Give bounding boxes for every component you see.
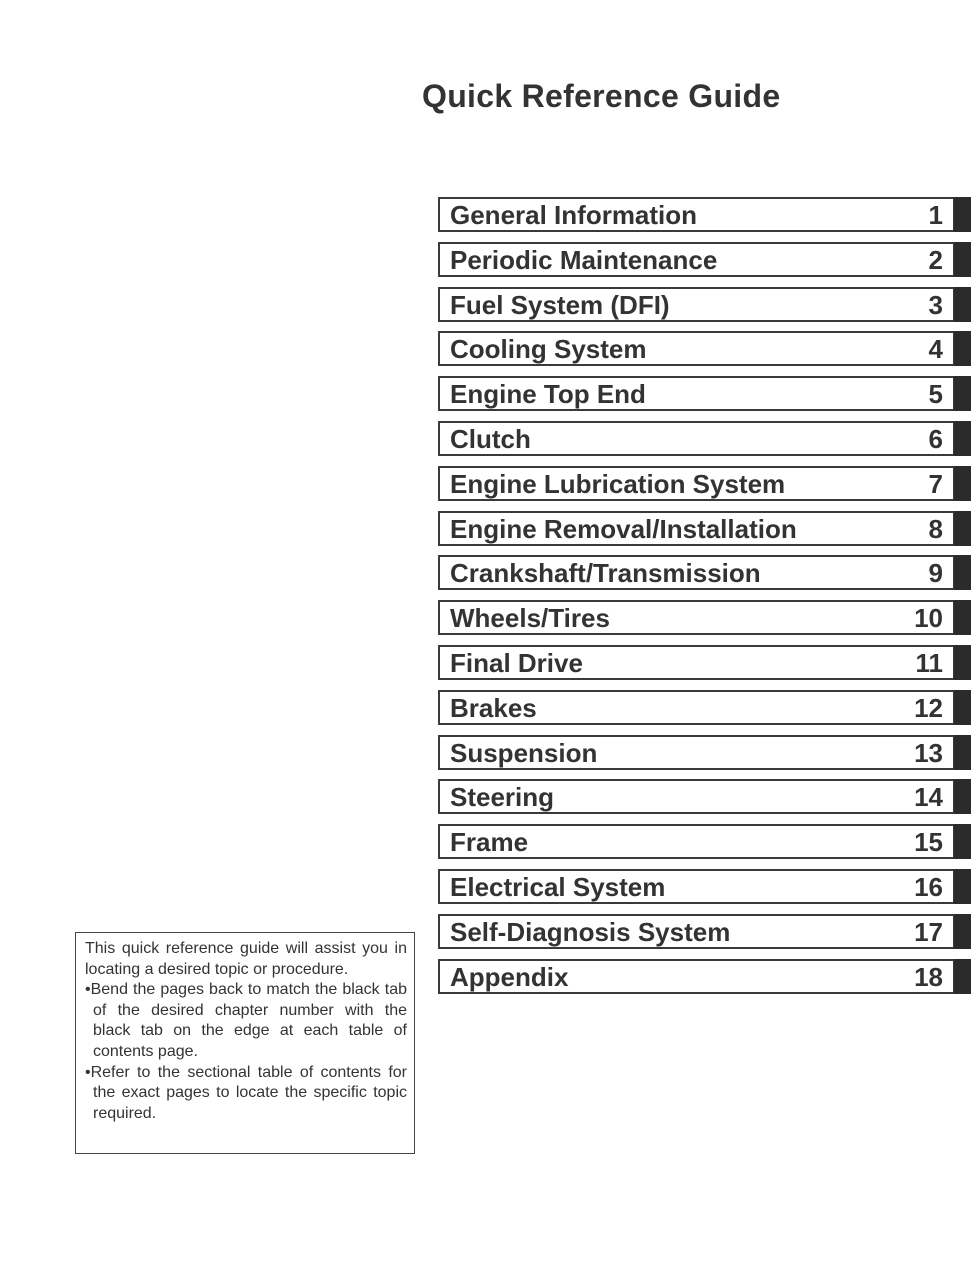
chapter-name: Periodic Maintenance xyxy=(450,244,718,275)
chapter-row[interactable] xyxy=(438,959,971,994)
chapter-tab xyxy=(954,331,971,366)
chapter-box xyxy=(438,779,955,814)
chapter-tab xyxy=(954,287,971,322)
chapter-name: Fuel System (DFI) xyxy=(450,289,670,320)
chapter-name: Final Drive xyxy=(450,648,583,678)
chapter-number: 18 xyxy=(914,961,943,992)
chapter-name: Engine Top End xyxy=(450,379,646,410)
chapter-tab xyxy=(954,645,971,680)
chapter-box xyxy=(438,645,955,680)
chapter-box xyxy=(438,197,955,232)
chapter-number: 14 xyxy=(914,782,943,813)
chapter-number: 4 xyxy=(928,334,943,365)
chapter-name: Wheels/Tires xyxy=(450,603,610,634)
chapter-row[interactable] xyxy=(438,690,971,725)
chapter-row[interactable] xyxy=(438,645,971,680)
chapter-number: 12 xyxy=(914,692,943,723)
chapter-box xyxy=(438,242,955,277)
chapter-name: Steering xyxy=(450,782,555,813)
chapter-number: 15 xyxy=(914,827,943,858)
chapter-row[interactable] xyxy=(438,779,971,814)
chapter-tab xyxy=(954,914,971,949)
chapter-row[interactable] xyxy=(438,824,971,859)
chapter-name: Suspension xyxy=(450,737,598,768)
chapter-row[interactable] xyxy=(438,600,971,635)
chapter-row[interactable] xyxy=(438,466,971,501)
chapter-tab xyxy=(954,197,971,232)
chapter-number: 2 xyxy=(928,244,943,275)
chapter-row[interactable] xyxy=(438,914,971,949)
chapter-tab xyxy=(954,466,971,501)
chapter-box xyxy=(438,600,955,635)
page-title: Quick Reference Guide xyxy=(422,78,781,114)
chapter-row[interactable] xyxy=(438,555,971,590)
chapter-name: Self-Diagnosis System xyxy=(450,916,731,947)
chapter-number: 8 xyxy=(928,513,943,544)
chapter-tab xyxy=(954,600,971,635)
chapter-box xyxy=(438,511,955,546)
chapter-number: 13 xyxy=(914,737,943,768)
chapter-box xyxy=(438,466,955,501)
chapter-number: 17 xyxy=(914,916,943,947)
chapter-row[interactable] xyxy=(438,242,971,277)
chapter-tab xyxy=(954,779,971,814)
chapter-row[interactable] xyxy=(438,376,971,411)
chapter-number: 3 xyxy=(928,289,943,320)
chapter-name: Cooling System xyxy=(450,334,647,365)
note-bullet-bend-pages: •Bend the pages back to match the black tab of the desired chapter number with the black tab on the edge at each table of contents page. xyxy=(85,981,407,1060)
chapter-name: Crankshaft/Transmission xyxy=(450,558,761,589)
chapter-box xyxy=(438,824,955,859)
chapter-row[interactable] xyxy=(438,869,971,904)
chapter-tab xyxy=(954,555,971,590)
chapter-row[interactable] xyxy=(438,421,971,456)
chapter-box xyxy=(438,555,955,590)
chapter-number: 1 xyxy=(928,200,943,230)
chapter-name: Engine Lubrication System xyxy=(450,468,786,499)
chapter-row[interactable] xyxy=(438,331,971,366)
chapter-number: 6 xyxy=(928,424,943,454)
chapter-number: 11 xyxy=(915,648,943,678)
chapter-box xyxy=(438,869,955,904)
chapter-tab xyxy=(954,511,971,546)
chapter-tab xyxy=(954,869,971,904)
chapter-box xyxy=(438,914,955,949)
note-bullet-refer-contents: •Refer to the sectional table of contents for the exact pages to locate the specific topic required. xyxy=(85,1063,407,1122)
chapter-tab xyxy=(954,735,971,770)
chapter-tab xyxy=(954,242,971,277)
chapter-box xyxy=(438,959,955,994)
chapter-box xyxy=(438,690,955,725)
chapter-tab xyxy=(954,376,971,411)
chapter-name: Brakes xyxy=(450,692,537,723)
chapter-row[interactable] xyxy=(438,735,971,770)
chapter-tab xyxy=(954,959,971,994)
chapter-number: 16 xyxy=(914,872,943,902)
note-intro: This quick reference guide will assist you in locating a desired topic or procedure. xyxy=(85,940,407,978)
chapter-box xyxy=(438,376,955,411)
chapter-name: Electrical System xyxy=(450,872,666,902)
chapter-box xyxy=(438,735,955,770)
chapter-name: General Information xyxy=(450,200,698,230)
chapter-name: Frame xyxy=(450,827,529,858)
chapter-name: Appendix xyxy=(450,961,569,992)
chapter-name: Engine Removal/Installation xyxy=(450,513,797,544)
chapter-name: Clutch xyxy=(450,424,531,454)
chapter-row[interactable] xyxy=(438,287,971,322)
chapter-number: 7 xyxy=(928,468,943,499)
chapter-tab xyxy=(954,690,971,725)
chapter-number: 9 xyxy=(928,558,943,589)
chapter-number: 10 xyxy=(914,603,943,634)
chapter-row[interactable] xyxy=(438,197,971,232)
chapter-tab xyxy=(954,421,971,456)
chapter-row[interactable] xyxy=(438,511,971,546)
chapter-box xyxy=(438,331,955,366)
chapter-number: 5 xyxy=(928,379,943,410)
chapter-tab xyxy=(954,824,971,859)
chapter-box xyxy=(438,421,955,456)
instruction-note xyxy=(75,932,415,1154)
chapter-box xyxy=(438,287,955,322)
